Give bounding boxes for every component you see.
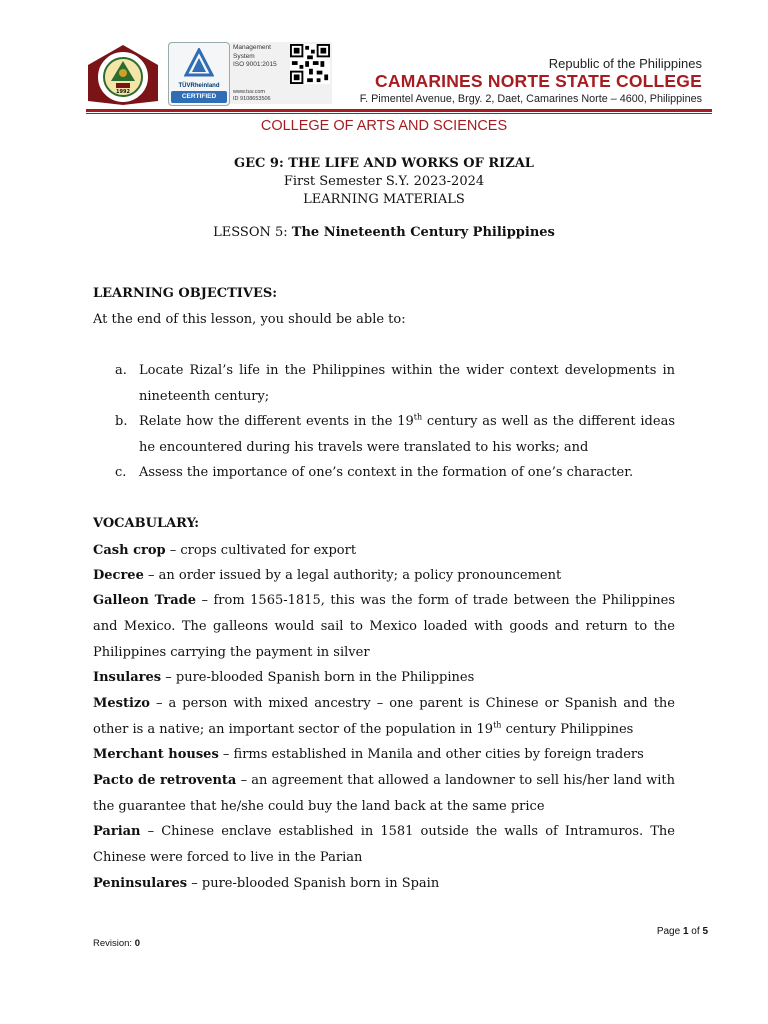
vocab-def: – a person with mixed ancestry – one parent is Chinese or Spanish and the other is a native; an important sector of the population in 19 (93, 696, 675, 737)
vocab-item (93, 768, 675, 820)
vocab-term: Parian (93, 824, 141, 839)
lesson-title: The Nineteenth Century Philippines (291, 225, 555, 240)
revision-value: 0 (134, 938, 141, 949)
college-address: F. Pimentel Avenue, Brgy. 2, Daet, Camarines Norte – 4600, Philippines (359, 93, 702, 105)
vocabulary-heading: VOCABULARY: (93, 516, 200, 531)
objective-item (139, 358, 675, 410)
objective-item (139, 409, 675, 461)
header-rule-thin (86, 113, 712, 114)
vocab-item (93, 819, 675, 871)
vocab-def: – pure-blooded Spanish born in the Philippines (161, 670, 475, 685)
semester-text: First Semester S.Y. 2023-2024 (283, 174, 485, 189)
objective-text: Assess the importance of one’s context in the formation of one’s character. (139, 465, 634, 480)
vocab-def: – pure-blooded Spanish born in Spain (187, 876, 440, 891)
revision-label: Revision: (93, 938, 135, 949)
materials-text: LEARNING MATERIALS (303, 192, 465, 207)
vocab-term: Insulares (93, 670, 162, 685)
mgmt-line: Management (233, 44, 271, 51)
qr-code-icon (290, 44, 330, 84)
vocab-item (93, 665, 675, 691)
vocab-item (93, 538, 675, 564)
vocab-def: – an order issued by a legal authority; a policy pronouncement (143, 568, 562, 583)
vocab-term: Merchant houses (93, 747, 219, 762)
objective-item (139, 460, 675, 486)
page-current: 1 (682, 926, 689, 937)
objectives-heading: LEARNING OBJECTIVES: (93, 286, 278, 301)
page-number (560, 926, 708, 937)
vocab-term: Galleon Trade (93, 593, 197, 608)
page-word: Page (656, 926, 683, 937)
course-title: GEC 9: THE LIFE AND WORKS OF RIZAL (234, 156, 534, 171)
vocab-term: Mestizo (93, 696, 150, 711)
mgmt-line: System (233, 52, 255, 60)
vocab-def: – Chinese enclave established in 1581 outside the walls of Intramuros. The Chinese were forced to live in the Parian (93, 824, 675, 865)
tuv-triangle-icon (184, 48, 214, 78)
vocab-def: – firms established in Manila and other cities by foreign traders (218, 747, 644, 762)
revision-text (93, 938, 140, 949)
vocab-item (93, 588, 675, 666)
seal-year: 1992 (116, 89, 130, 95)
mgmt-url: www.tuv.com (233, 89, 265, 95)
college-seal-logo (86, 43, 160, 107)
objective-text: Relate how the different events in the 19 (139, 414, 414, 429)
objective-marker: b. (115, 414, 128, 429)
objective-text: Locate Rizal’s life in the Philippines within the wider context developments in nineteenth century; (139, 363, 675, 404)
vocab-def: – crops cultivated for export (165, 543, 357, 558)
page-total: 5 (702, 926, 708, 937)
vocab-term: Peninsulares (93, 876, 188, 891)
cert-brand: TÜVRheinland (178, 83, 220, 89)
vocab-def-cont: century Philippines (501, 722, 634, 737)
vocab-term: Decree (93, 568, 144, 583)
vocab-term: Pacto de retroventa (93, 773, 237, 788)
mgmt-line: ISO 9001:2015 (233, 61, 277, 68)
vocab-def: – from 1565-1815, this was the form of trade between the Philippines and Mexico. The galleons would sail to Mexico loaded with goods and return to the Philippines carrying the payment in silver (93, 593, 675, 660)
vocab-item (93, 691, 675, 743)
objective-text-cont: century as well as the different ideas he encountered during his travels were translated to his works; and (139, 414, 675, 455)
vocab-sup: th (493, 720, 502, 730)
vocab-term: Cash crop (93, 543, 166, 558)
college-name: CAMARINES NORTE STATE COLLEGE (375, 71, 702, 91)
lesson-heading (0, 225, 768, 240)
tuv-certification-badge (168, 42, 230, 106)
cert-label: CERTIFIED (171, 91, 227, 103)
objective-marker: c. (115, 465, 127, 480)
lesson-prefix: LESSON 5: (213, 225, 292, 240)
header-rule (86, 109, 712, 112)
vocab-item (93, 871, 675, 897)
vocab-def: – an agreement that allowed a landowner to sell his/her land with the guarantee that he/she could buy the land back at the same price (93, 773, 676, 814)
mgmt-system-text (233, 44, 277, 70)
objectives-intro: At the end of this lesson, you should be able to: (93, 312, 406, 327)
objective-marker: a. (115, 363, 127, 378)
vocab-item (93, 742, 675, 768)
department-name: COLLEGE OF ARTS AND SCIENCES (260, 118, 508, 134)
page-of: of (688, 926, 703, 937)
mgmt-id-text (233, 89, 271, 102)
objective-sup: th (413, 412, 423, 422)
republic-text: Republic of the Philippines (548, 56, 702, 71)
vocab-item (93, 563, 675, 589)
mgmt-id: ID 9108653506 (233, 95, 271, 102)
